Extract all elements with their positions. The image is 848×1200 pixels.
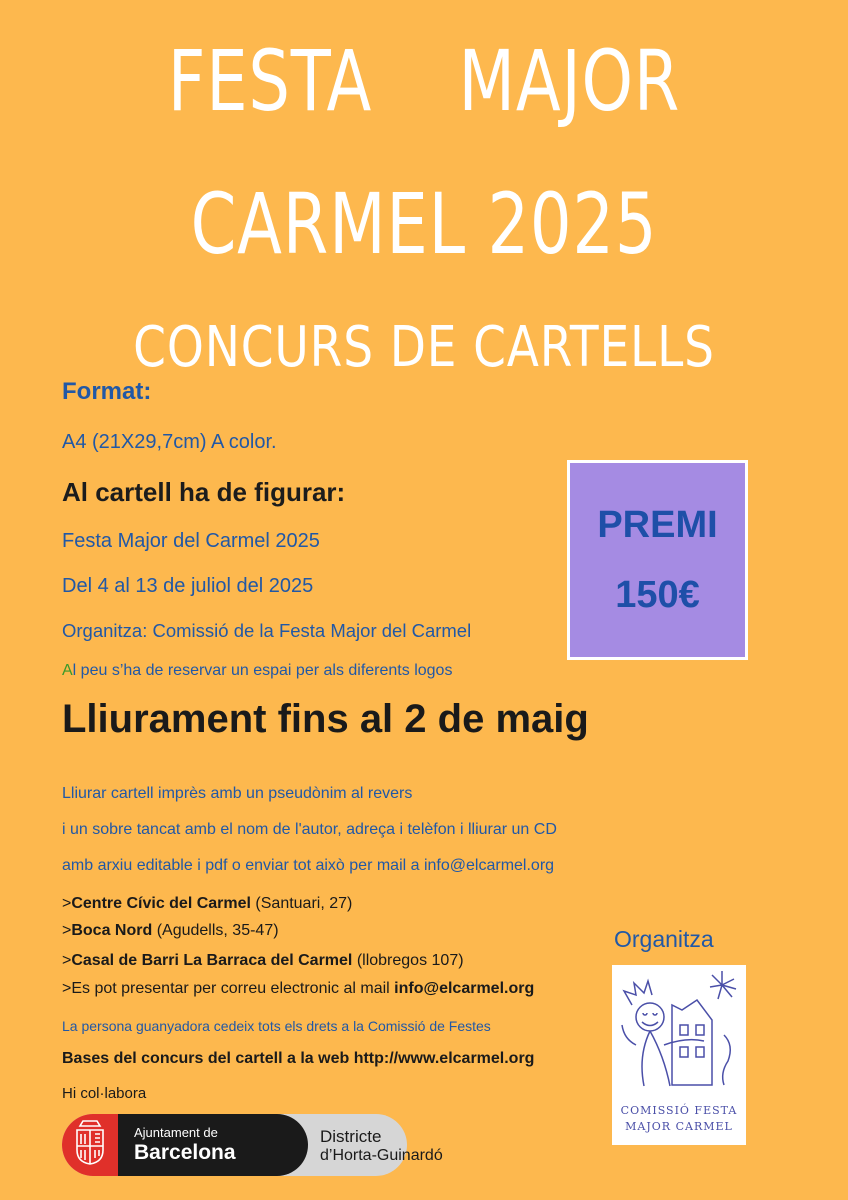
deadline-heading: Lliurament fins al 2 de maig [62, 697, 589, 741]
requirement-item [62, 662, 452, 680]
sponsor-logo-district-name: d’Horta-Guinardó [320, 1147, 443, 1164]
organizer-logo-drawing-icon [612, 965, 746, 1105]
prize-amount: 150€ [615, 574, 700, 616]
requirement-item-initial: A [62, 662, 73, 679]
instruction-line: amb arxiu editable i pdf o enviar tot això per mail a info@elcarmel.org [62, 857, 555, 874]
location-item [62, 922, 279, 940]
organizer-logo-caption [612, 1103, 746, 1135]
location-prefix: >Es pot presentar per correu electronic al mail [62, 980, 395, 997]
location-item [62, 952, 464, 970]
instruction-line: i un sobre tancat amb el nom de l'autor, adreça i telèfon i lliurar un CD [62, 821, 557, 838]
organizer-logo-line: COMISSIÓ FESTA [620, 1104, 738, 1117]
prize-label: PREMI [597, 504, 718, 546]
instruction-line: Lliurar cartell imprès amb un pseudònim al revers [62, 785, 413, 802]
poster-title-line-1: FESTA MAJOR [167, 32, 681, 130]
email-link[interactable]: info@elcarmel.org [394, 980, 535, 997]
organizer-logo [612, 965, 746, 1145]
poster-title-line-2: CARMEL 2025 [190, 175, 658, 273]
requirement-item: Festa Major del Carmel 2025 [62, 530, 320, 552]
location-name: Boca Nord [71, 922, 153, 939]
organizer-logo-line: MAJOR CARMEL [625, 1120, 733, 1133]
organizer-label: Organitza [614, 926, 714, 952]
location-prefix: > [62, 922, 72, 939]
requirement-item: Organitza: Comissió de la Festa Major del Carmel [62, 620, 472, 641]
sponsor-logo-red-panel [62, 1114, 118, 1176]
location-detail: (Santuari, 27) [250, 895, 353, 912]
sponsor-logo-name: Barcelona [134, 1141, 236, 1164]
location-name: Centre Cívic del Carmel [71, 895, 251, 912]
collaborates-label: Hi col·labora [62, 1085, 147, 1102]
location-item [62, 895, 352, 913]
location-prefix: > [62, 952, 72, 969]
rights-notice: La persona guanyadora cedeix tots els drets a la Comissió de Festes [62, 1018, 491, 1034]
bases-link[interactable]: Bases del concurs del cartell a la web http://www.elcarmel.org [62, 1050, 535, 1067]
requirement-item: Del 4 al 13 de juliol del 2025 [62, 575, 314, 597]
requirements-heading: Al cartell ha de figurar: [62, 477, 346, 507]
format-heading: Format: [62, 378, 152, 405]
sponsor-logo [62, 1114, 443, 1176]
poster-subtitle: CONCURS DE CARTELLS [133, 315, 715, 380]
location-name: Casal de Barri La Barraca del Carmel [71, 952, 353, 969]
location-detail: (Agudells, 35-47) [152, 922, 279, 939]
requirement-item-text: l peu s’ha de reservar un espai per als diferents logos [72, 662, 453, 679]
barcelona-crest-icon [62, 1114, 118, 1176]
location-detail: (llobregos 107) [352, 952, 464, 969]
location-prefix: > [62, 895, 72, 912]
sponsor-logo-district: Districte [320, 1127, 382, 1146]
location-item [62, 980, 534, 998]
format-value: A4 (21X29,7cm) A color. [62, 431, 277, 453]
sponsor-logo-line: Ajuntament de [134, 1125, 218, 1140]
prize-box [567, 460, 748, 660]
